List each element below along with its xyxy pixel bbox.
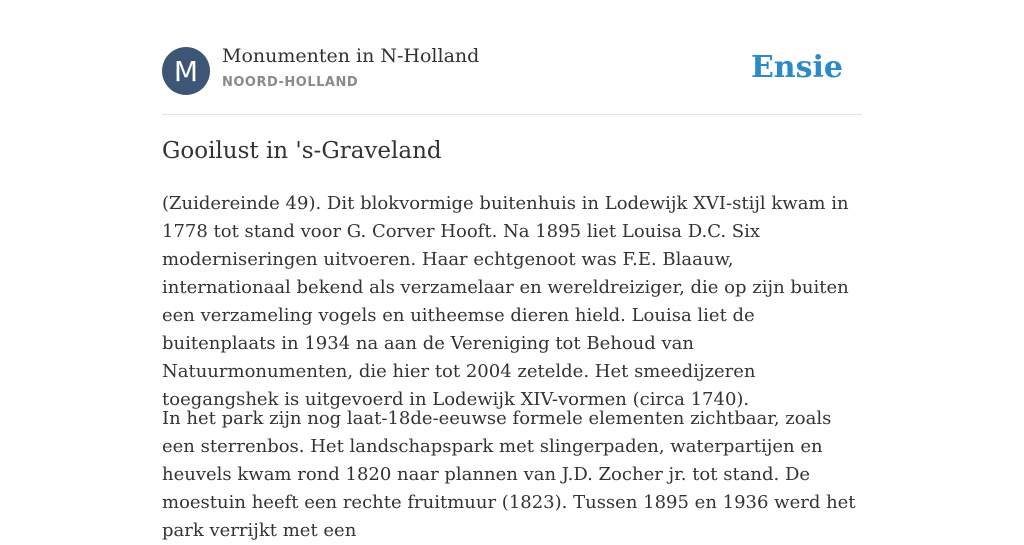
source-title-link[interactable]: Monumenten in N-Holland [222,45,480,67]
article-paragraph: (Zuidereinde 49). Dit blokvormige buitenhuis in Lodewijk XVI-stijl kwam in 1778 tot stand voor G. Corver Hooft. Na 1895 liet Louisa D.C. Six moderniseringen uitvoeren. Haar echtgenoot was F.E. Blaauw, internationaal bekend als verzamelaar en wereldreiziger, die op zijn buiten een verzameling vogels en uitheemse dieren hield. Louisa liet de buitenplaats in 1934 na aan de Vereniging tot Behoud van Natuurmonumenten, die hier tot 2004 zetelde. Het smeedijzeren toegangshek is uitgevoerd in Lodewijk XIV-vormen (circa 1740). [162,193,849,410]
article-paragraph: In het park zijn nog laat-18de-eeuwse formele elementen zichtbaar, zoals een sterrenbos. Het landschapspark met slingerpaden, waterpartijen en heuvels kwam rond 1820 naar plannen van J.D. Zocher jr. tot stand. De moestuin heeft een rechte fruitmuur (1823). Tussen 1895 en 1936 werd het park verrijkt met een [162,408,856,541]
avatar[interactable]: M [162,47,210,95]
ensie-logo[interactable]: Ensie [750,50,843,85]
page-content [162,0,862,541]
source-header [162,0,862,115]
source-subtitle: NOORD-HOLLAND [222,75,359,90]
article-title: Gooilust in 's-Graveland [162,138,442,164]
